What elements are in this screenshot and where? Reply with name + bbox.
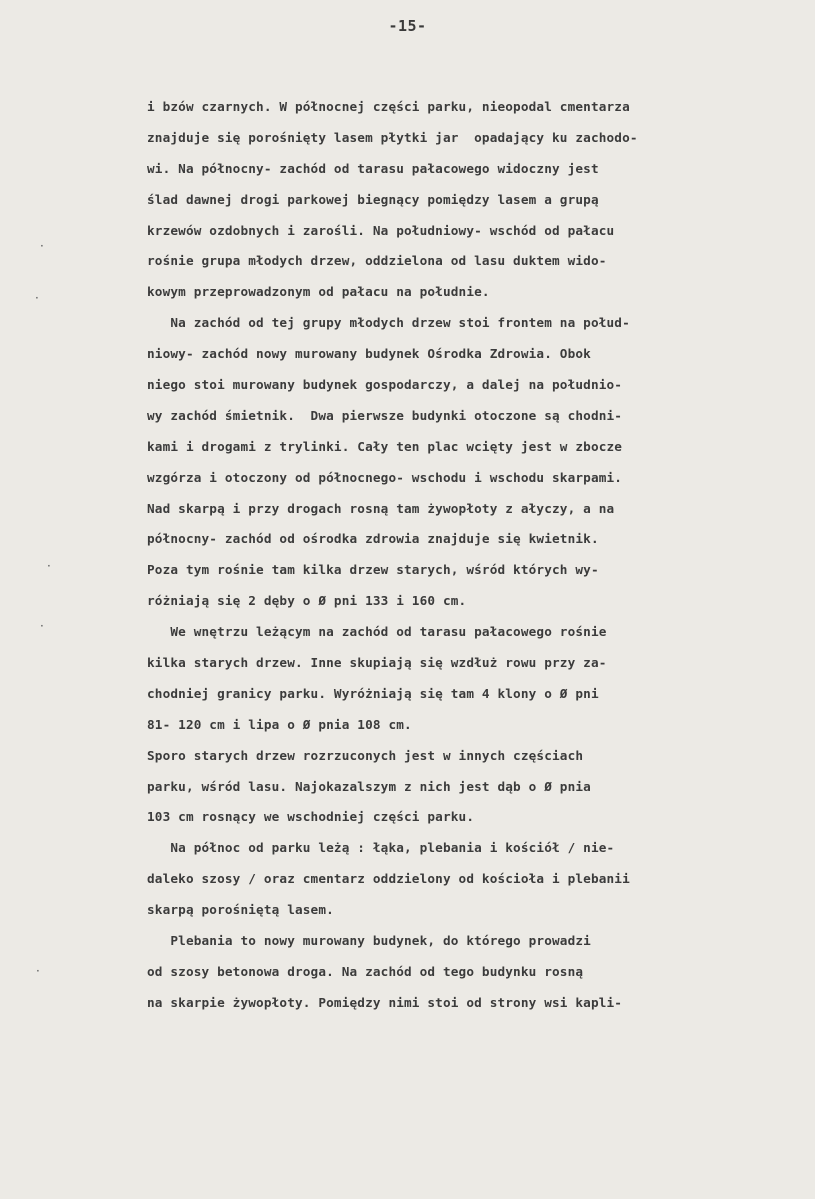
margin-dot: · [35, 291, 39, 305]
text-line: Na zachód od tej grupy młodych drzew stoi frontem na połud- [147, 315, 630, 331]
text-line: wzgórza i otoczony od północnego- wschodu i wschodu skarpami. [147, 469, 623, 485]
text-line: ślad dawnej drogi parkowej biegnący pomiędzy lasem a grupą [147, 191, 599, 207]
text-line: We wnętrzu leżącym na zachód od tarasu pałacowego rośnie [147, 624, 607, 640]
text-line: Poza tym rośnie tam kilka drzew starych, wśród których wy- [147, 562, 599, 578]
typed-text-body [147, 92, 797, 1019]
text-line: kowym przeprowadzonym od pałacu na południe. [147, 284, 490, 300]
text-line: różniają się 2 dęby o Ø pni 133 i 160 cm. [147, 593, 467, 609]
margin-dot: · [40, 619, 44, 633]
text-line: Sporo starych drzew rozrzuconych jest w innych częściach [147, 747, 584, 763]
text-line: niego stoi murowany budynek gospodarczy, a dalej na południo- [147, 377, 623, 393]
text-line: kilka starych drzew. Inne skupiają się wzdłuż rowu przy za- [147, 655, 607, 671]
text-line: Plebania to nowy murowany budynek, do którego prowadzi [147, 933, 591, 949]
text-line: Na północ od parku leżą : łąka, plebania i kościół / nie- [147, 840, 615, 856]
margin-dot: · [36, 964, 40, 978]
margin-dot: · [40, 239, 44, 253]
text-line: wy zachód śmietnik. Dwa pierwsze budynki otoczone są chodni- [147, 407, 623, 423]
text-line: Nad skarpą i przy drogach rosną tam żywopłoty z ałyczy, a na [147, 500, 615, 516]
text-line: i bzów czarnych. W północnej części parku, nieopodal cmentarza [147, 99, 630, 114]
text-line: rośnie grupa młodych drzew, oddzielona od lasu duktem wido- [147, 253, 607, 269]
text-line: wi. Na północny- zachód od tarasu pałacowego widoczny jest [147, 160, 599, 176]
text-line: od szosy betonowa droga. Na zachód od tego budynku rosną [147, 963, 584, 979]
text-line: 103 cm rosnący we wschodniej części parku. [147, 809, 475, 825]
text-line: krzewów ozdobnych i zarośli. Na południowy- wschód od pałacu [147, 222, 615, 238]
text-line: 81- 120 cm i lipa o Ø pnia 108 cm. [147, 716, 412, 732]
page-number: -15- [388, 17, 427, 35]
text-line: kami i drogami z trylinki. Cały ten plac wcięty jest w zbocze [147, 438, 623, 454]
text-line: chodniej granicy parku. Wyróżniają się tam 4 klony o Ø pni [147, 685, 599, 701]
text-line: znajduje się porośnięty lasem płytki jar opadający ku zachodo- [147, 129, 638, 145]
text-line: daleko szosy / oraz cmentarz oddzielony od kościoła i plebanii [147, 871, 630, 887]
text-line: parku, wśród lasu. Najokazalszym z nich jest dąb o Ø pnia [147, 778, 591, 794]
text-line: północny- zachód od ośrodka zdrowia znajduje się kwietnik. [147, 531, 599, 547]
margin-dot: · [47, 559, 51, 573]
text-line: skarpą porośniętą lasem. [147, 902, 334, 918]
text-line: niowy- zachód nowy murowany budynek Ośrodka Zdrowia. Obok [147, 346, 591, 362]
text-line: na skarpie żywopłoty. Pomiędzy nimi stoi od strony wsi kapli- [147, 994, 623, 1010]
